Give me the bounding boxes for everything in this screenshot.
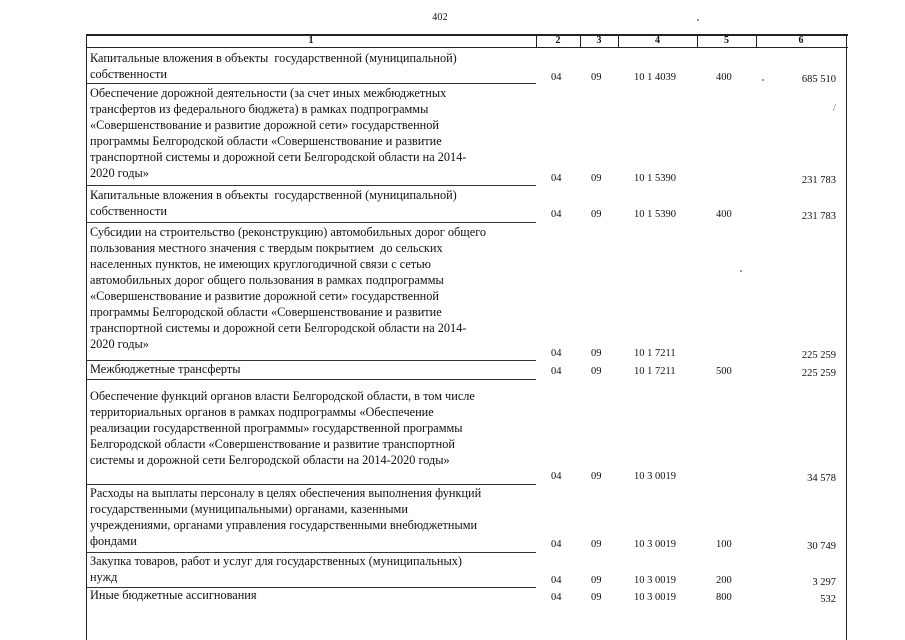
row-6-target-article: 10 3 0019 (634, 471, 676, 482)
row-7-subsection: 09 (591, 539, 602, 550)
scan-speck (697, 19, 699, 21)
row-7-amount: 30 749 (807, 541, 836, 552)
row-3-expense-type: 400 (716, 209, 732, 220)
scan-mark: / (833, 103, 836, 114)
row-1-section: 04 (551, 72, 562, 83)
row-5-subsection: 09 (591, 366, 602, 377)
header-col-1: 1 (308, 35, 314, 46)
row-8-amount: 3 297 (812, 577, 836, 588)
row-3-subsection: 09 (591, 209, 602, 220)
row-3-section: 04 (551, 209, 562, 220)
table-left-border (86, 34, 87, 640)
row-1-expense-type: 400 (716, 72, 732, 83)
row-5-target-article: 10 1 7211 (634, 366, 676, 377)
row-3-amount: 231 783 (801, 211, 836, 222)
row-6-subsection: 09 (591, 471, 602, 482)
row-4-subsection: 09 (591, 348, 602, 359)
scan-speck (762, 79, 764, 81)
row-9-target-article: 10 3 0019 (634, 592, 676, 603)
row-6-description: Обеспечение функций органов власти Белгородской области, в том числе территориальных органов в рамках подпрограммы «Обеспечение реализации государственной программы» государственной программы Белгородской области «Совершенствование и развитие транспортной системы и дорожной сети Белгородской области на 2014-2020 годы» (90, 389, 475, 467)
row-5-amount: 225 259 (801, 368, 836, 379)
header-col-6: 6 (798, 35, 804, 46)
row-9-description: Иные бюджетные ассигнования (90, 588, 257, 602)
row-separator (86, 83, 536, 84)
row-2-description: Обеспечение дорожной деятельности (за счет иных межбюджетных трансфертов из федерального бюджета) в рамках подпрограммы «Совершенствование и развитие дорожной сети» государственной программы Белгородской области «Совершенствование и развитие транспортной системы и дорожной сети Белгородской области на 2014- 2020 годы» (90, 86, 467, 180)
row-5-description: Межбюджетные трансферты (90, 362, 241, 376)
row-2-amount: 231 783 (801, 175, 836, 186)
row-3-description: Капитальные вложения в объекты государственной (муниципальной) собственности (90, 188, 457, 218)
row-8-section: 04 (551, 575, 562, 586)
row-1-amount: 685 510 (801, 74, 836, 85)
row-separator (86, 222, 536, 223)
header-col-4: 4 (655, 35, 660, 46)
row-separator (86, 185, 536, 186)
row-7-target-article: 10 3 0019 (634, 539, 676, 550)
row-1-description: Капитальные вложения в объекты государственной (муниципальной) собственности (90, 51, 457, 81)
row-8-description: Закупка товаров, работ и услуг для государственных (муниципальных) нужд (90, 554, 462, 584)
page-number: 402 (432, 12, 448, 23)
header-col-5: 5 (724, 35, 729, 46)
row-separator (86, 379, 536, 380)
row-6-section: 04 (551, 471, 562, 482)
header-col-2: 2 (555, 35, 561, 46)
row-8-expense-type: 200 (716, 575, 732, 586)
row-7-description: Расходы на выплаты персоналу в целях обеспечения выполнения функций государственными (муниципальными) органами, казенными учреждениями, органами управления государственными внебюджетными фондами (90, 486, 482, 548)
row-2-section: 04 (551, 173, 562, 184)
row-1-target-article: 10 1 4039 (634, 72, 676, 83)
row-9-subsection: 09 (591, 592, 602, 603)
row-4-section: 04 (551, 348, 562, 359)
row-4-amount: 225 259 (801, 350, 836, 361)
row-7-section: 04 (551, 539, 562, 550)
row-8-subsection: 09 (591, 575, 602, 586)
row-7-expense-type: 100 (716, 539, 732, 550)
table-right-border (846, 34, 847, 640)
row-9-section: 04 (551, 592, 562, 603)
row-2-target-article: 10 1 5390 (634, 173, 676, 184)
row-5-section: 04 (551, 366, 562, 377)
row-5-expense-type: 500 (716, 366, 732, 377)
table-header-bottom-border (86, 47, 848, 48)
row-4-description: Субсидии на строительство (реконструкцию) автомобильных дорог общего пользования местного значения с твердым покрытием до сельских населенных пунктов, не имеющих круглогодичной связи с сетью автомобильных дорог общего пользования в рамках подпрограммы «Совершенствование и развитие дорожной сети» государственной программы Белгородской области «Совершенствование и развитие транспортной системы и дорожной сети Белгородской области на 2014- 2020 годы» (90, 225, 487, 351)
row-9-expense-type: 800 (716, 592, 732, 603)
row-9-amount: 532 (820, 594, 836, 605)
row-6-amount: 34 578 (807, 473, 836, 484)
header-col-3: 3 (596, 35, 602, 46)
row-3-target-article: 10 1 5390 (634, 209, 676, 220)
row-8-target-article: 10 3 0019 (634, 575, 676, 586)
row-4-target-article: 10 1 7211 (634, 348, 676, 359)
scan-speck (740, 270, 742, 272)
row-1-subsection: 09 (591, 72, 602, 83)
row-2-subsection: 09 (591, 173, 602, 184)
